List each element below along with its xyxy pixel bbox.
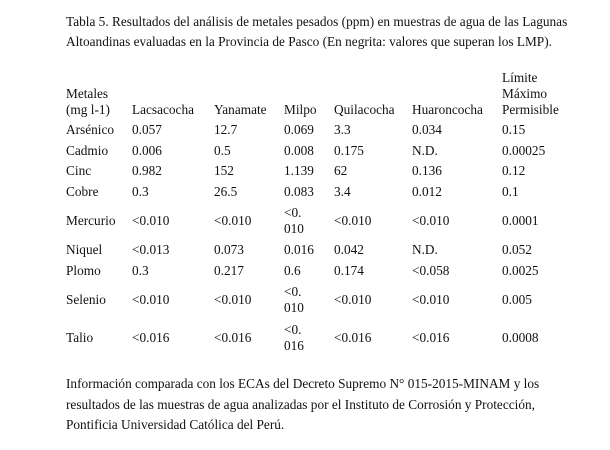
table-row <box>63 141 585 162</box>
value-cell: 0.057 <box>132 122 162 138</box>
metal-name-cell: Selenio <box>66 292 106 307</box>
metal-name-cell: Arsénico <box>66 122 114 138</box>
value-cell: 0.042 <box>334 242 364 258</box>
value-cell: 0.008 <box>284 142 314 158</box>
table-row <box>63 261 585 282</box>
value-cell: <0.010 <box>132 292 170 307</box>
value-cell: 0.3 <box>132 262 149 278</box>
column-header: Huaroncocha <box>412 102 483 117</box>
metal-name-cell: Cinc <box>66 163 92 179</box>
value-cell: 0.12 <box>502 163 526 179</box>
value-cell: 0.217 <box>214 262 244 278</box>
column-header: Metales (mg l-1) <box>66 86 110 117</box>
metal-name-cell: Talio <box>66 330 94 345</box>
metal-name-cell: Mercurio <box>66 213 116 228</box>
value-cell: <0.010 <box>334 213 372 228</box>
value-cell: 62 <box>334 163 348 179</box>
value-cell: 0.982 <box>132 163 162 179</box>
value-cell: <0. 010 <box>284 284 304 315</box>
value-cell: 0.052 <box>502 242 532 258</box>
table-row <box>63 182 585 203</box>
column-header: Yanamate <box>214 102 267 117</box>
value-cell: 0.005 <box>502 292 532 307</box>
metals-table <box>63 70 585 357</box>
value-cell: 0.1 <box>502 183 519 199</box>
value-cell: <0.010 <box>132 213 170 228</box>
value-cell: 3.3 <box>334 122 351 138</box>
value-cell: <0.016 <box>214 330 252 345</box>
value-cell: 0.0008 <box>502 330 539 345</box>
value-cell: 0.15 <box>502 122 526 138</box>
value-cell: <0.016 <box>334 330 372 345</box>
metal-name-cell: Cobre <box>66 183 99 199</box>
value-cell: 0.6 <box>284 262 301 278</box>
metal-name-cell: Plomo <box>66 262 101 278</box>
value-cell: 0.136 <box>412 163 442 179</box>
column-header: Lacsacocha <box>132 102 195 117</box>
table-row <box>63 120 585 141</box>
value-cell: 0.069 <box>284 122 314 138</box>
value-cell: 3.4 <box>334 183 351 199</box>
value-cell: 0.012 <box>412 183 442 199</box>
value-cell: <0.010 <box>412 213 450 228</box>
value-cell: <0.058 <box>412 262 450 278</box>
table-header-row <box>63 70 585 120</box>
value-cell: 0.00025 <box>502 142 546 158</box>
value-cell: 12.7 <box>214 122 238 138</box>
metal-name-cell: Cadmio <box>66 142 109 158</box>
value-cell: <0.010 <box>334 292 372 307</box>
value-cell: N.D. <box>412 142 438 158</box>
metal-name-cell: Niquel <box>66 242 103 258</box>
value-cell: <0.010 <box>214 292 252 307</box>
value-cell: <0.016 <box>132 330 170 345</box>
value-cell: 0.034 <box>412 122 442 138</box>
value-cell: N.D. <box>412 242 438 258</box>
value-cell: <0. 016 <box>284 322 304 353</box>
value-cell: 0.3 <box>132 183 149 199</box>
value-cell: <0.010 <box>214 213 252 228</box>
table-body <box>63 120 585 357</box>
table-row <box>63 281 585 319</box>
value-cell: 26.5 <box>214 183 238 199</box>
table-footnote: Información comparada con los ECAs del Decreto Supremo N° 015-2015-MINAM y los resultados de las muestras de agua analizadas por el Instituto de Corrosión y Protección, Pontificia Universidad Católica del Perú. <box>66 376 540 432</box>
value-cell: <0. 010 <box>284 205 304 236</box>
value-cell: 1.139 <box>284 163 314 179</box>
value-cell: 0.006 <box>132 142 162 158</box>
value-cell: 0.0001 <box>502 213 539 228</box>
value-cell: 0.175 <box>334 142 364 158</box>
value-cell: 0.016 <box>284 242 314 258</box>
value-cell: 0.174 <box>334 262 364 278</box>
value-cell: 0.073 <box>214 242 244 258</box>
value-cell: 0.0025 <box>502 262 539 278</box>
table-row <box>63 319 585 357</box>
value-cell: 0.5 <box>214 142 231 158</box>
table-row <box>63 202 585 240</box>
value-cell: <0.016 <box>412 330 450 345</box>
column-header: Milpo <box>284 102 317 117</box>
value-cell: 152 <box>214 163 234 179</box>
value-cell: 0.083 <box>284 183 314 199</box>
table-row <box>63 240 585 261</box>
value-cell: <0.010 <box>412 292 450 307</box>
value-cell: <0.013 <box>132 242 170 258</box>
column-header: Límite Máximo Permisible <box>502 70 559 117</box>
table-row <box>63 161 585 182</box>
table-caption: Tabla 5. Resultados del análisis de metales pesados (ppm) en muestras de agua de las Lagunas Altoandinas evaluadas en la Provincia de Pasco (En negrita: valores que superan los LMP). <box>66 14 568 49</box>
column-header: Quilacocha <box>334 102 395 117</box>
